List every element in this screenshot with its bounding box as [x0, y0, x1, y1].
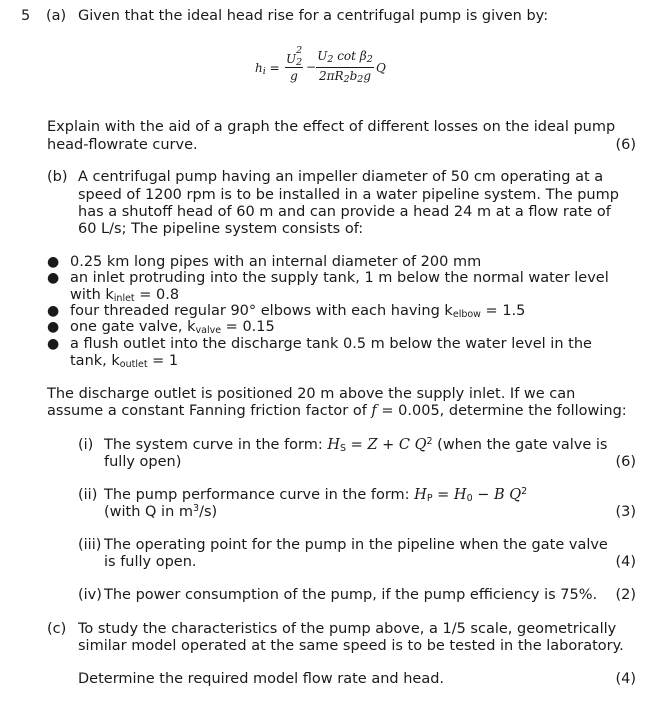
question-number: 5 — [21, 8, 31, 24]
part-iii-marks: (4) — [615, 554, 636, 570]
part-c-marks: (4) — [615, 671, 636, 687]
bullet-outlet-line1: a flush outlet into the discharge tank 0.5 m below the water level in the — [70, 336, 592, 352]
part-a-label: (a) — [46, 8, 67, 24]
bullet-dot-icon: ● — [47, 270, 60, 286]
bullet-dot-icon: ● — [47, 319, 60, 335]
part-ii-marks: (3) — [615, 504, 636, 520]
part-iv-text: The power consumption of the pump, if the pump efficiency is 75%. — [104, 587, 598, 603]
bullet-gate-valve: one gate valve, $k_{valve} = 0.15$ — [70, 319, 275, 336]
term1-fraction-bar — [285, 67, 303, 68]
formula-lhs: $h_i$ = — [255, 61, 280, 77]
part-iii-line1: The operating point for the pump in the pipeline when the gate valve — [104, 537, 608, 553]
part-i-label: (i) — [78, 437, 94, 453]
part-i-marks: (6) — [615, 454, 636, 470]
formula-minus: − — [306, 60, 317, 74]
bullet-inlet-line1: an inlet protruding into the supply tank, 1 m below the normal water level — [70, 270, 609, 286]
formula-q: Q — [376, 61, 386, 75]
part-i-line2: fully open) — [104, 454, 182, 470]
part-ii-line1: The pump performance curve in the form: $H_P = H_0 - B$ $Q^2$ — [104, 486, 528, 504]
bullet-pipes: 0.25 km long pipes with an internal diameter of 200 mm — [70, 254, 482, 270]
term1-numerator: U 2 2 — [285, 45, 303, 68]
part-b-line2: speed of 1200 rpm is to be installed in a water pipeline system. The pump — [78, 187, 619, 203]
part-ii-label: (ii) — [78, 487, 98, 503]
bullet-outlet-line2: tank, $k_{outlet} = 1$ — [70, 353, 179, 370]
discharge-line2: assume a constant Fanning friction factor of f = 0.005, determine the following: — [47, 403, 627, 419]
part-c-determine: Determine the required model flow rate and head. — [78, 671, 445, 687]
part-a-intro: Given that the ideal head rise for a centrifugal pump is given by: — [78, 8, 549, 24]
part-iv-marks: (2) — [615, 587, 636, 603]
bullet-dot-icon: ● — [47, 254, 60, 270]
bullet-inlet-line2: with $k_{inlet} = 0.8$ — [70, 287, 180, 304]
part-iii-line2: is fully open. — [104, 554, 197, 570]
part-c-line2: similar model operated at the same speed is to be tested in the laboratory. — [78, 638, 624, 654]
bullet-dot-icon: ● — [47, 303, 60, 319]
part-b-line3: has a shutoff head of 60 m and can provide a head 24 m at a flow rate of — [78, 204, 611, 220]
part-ii-line2: (with Q in $m^3/s$) — [104, 503, 218, 520]
bullet-dot-icon: ● — [47, 336, 60, 352]
part-c-label: (c) — [47, 621, 67, 637]
part-iv-label: (iv) — [78, 587, 102, 603]
part-b-line4: 60 L/s; The pipeline system consists of: — [78, 221, 364, 237]
discharge-line1: The discharge outlet is positioned 20 m above the supply inlet. If we can — [47, 386, 576, 402]
term2-fraction-bar — [316, 67, 374, 68]
part-c-line1: To study the characteristics of the pump above, a 1/5 scale, geometrically — [78, 621, 617, 637]
term2-numerator: $U_2$ $\cot \beta_2$ — [317, 49, 373, 65]
part-b-label: (b) — [47, 169, 68, 185]
part-a-explain-line1: Explain with the aid of a graph the effect of different losses on the ideal pump — [47, 119, 616, 135]
ideal-head-formula — [255, 45, 395, 86]
part-i-line1: The system curve in the form: $H_S = Z + C$ $Q^2$ (when the gate valve is — [104, 436, 608, 454]
bullet-elbows: four threaded regular 90° elbows with each having $k_{elbow} = 1.5$ — [70, 303, 526, 320]
part-a-marks: (6) — [615, 137, 636, 153]
part-a-explain-line2: head-flowrate curve. — [47, 137, 198, 153]
term2-denominator: $2\pi R_2b_2g$ — [318, 69, 372, 85]
part-iii-label: (iii) — [78, 537, 102, 553]
term1-denominator: g — [290, 69, 298, 83]
part-b-line1: A centrifugal pump having an impeller diameter of 50 cm operating at a — [78, 169, 604, 185]
